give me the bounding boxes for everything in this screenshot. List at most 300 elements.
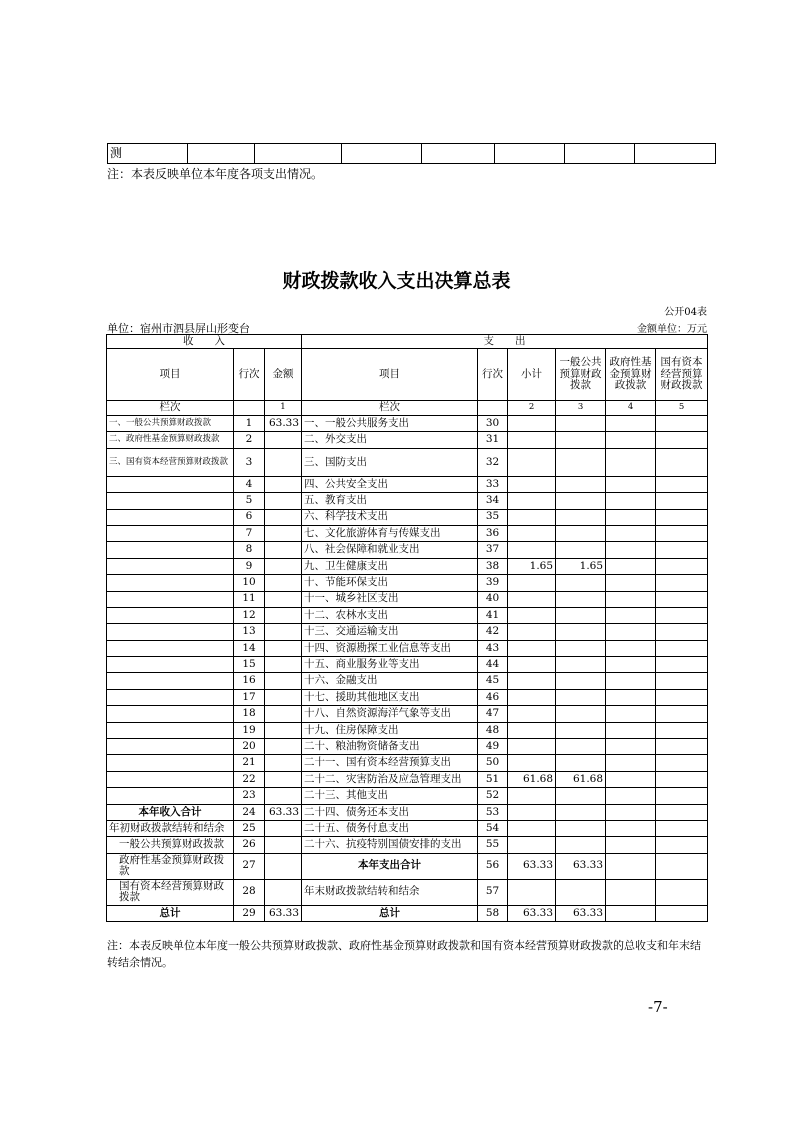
table-cell (565, 144, 635, 164)
expense-state-capital (656, 837, 708, 853)
expense-state-capital (656, 804, 708, 820)
table-row (107, 607, 708, 623)
expense-state-capital (656, 509, 708, 525)
table-row (107, 657, 708, 673)
income-amount (265, 689, 302, 705)
expense-gov-fund (606, 853, 656, 879)
column-header-subtotal: 小计 (508, 349, 556, 401)
expense-gov-fund (606, 771, 656, 787)
income-amount (265, 493, 302, 509)
expense-state-capital (656, 820, 708, 836)
expense-subtotal: 61.68 (508, 771, 556, 787)
income-item: 年初财政拨款结转和结余 (107, 820, 234, 836)
expense-subtotal (508, 575, 556, 591)
expense-row-no: 47 (478, 706, 508, 722)
expense-state-capital (656, 771, 708, 787)
income-row-no: 14 (234, 640, 265, 656)
expense-row-no: 31 (478, 432, 508, 448)
expense-state-capital (656, 525, 708, 541)
table-row (107, 542, 708, 558)
expense-gov-fund (606, 624, 656, 640)
expense-general-budget (556, 542, 606, 558)
income-row-no: 4 (234, 476, 265, 492)
expense-general-budget (556, 689, 606, 705)
table-row (107, 689, 708, 705)
table-row (107, 905, 708, 921)
expense-subtotal (508, 432, 556, 448)
expense-gov-fund (606, 673, 656, 689)
expense-subtotal: 63.33 (508, 853, 556, 879)
column-header-state-capital: 国有资本经营预算财政拨款 (656, 349, 708, 401)
column-header-row-no: 行次 (478, 349, 508, 401)
income-item (107, 476, 234, 492)
expense-row-no: 34 (478, 493, 508, 509)
expense-row-no: 41 (478, 607, 508, 623)
income-row-no: 25 (234, 820, 265, 836)
expense-state-capital (656, 448, 708, 476)
table-row (107, 739, 708, 755)
expense-general-budget (556, 673, 606, 689)
expense-subtotal (508, 722, 556, 738)
income-row-no: 27 (234, 853, 265, 879)
income-row-no: 24 (234, 804, 265, 820)
table-row (107, 575, 708, 591)
table-row (107, 820, 708, 836)
expense-subtotal (508, 525, 556, 541)
expense-subtotal (508, 591, 556, 607)
income-item: 总计 (107, 905, 234, 921)
income-row-no: 28 (234, 879, 265, 905)
expense-general-budget (556, 739, 606, 755)
column-label: 栏次 (302, 401, 478, 416)
income-row-no: 6 (234, 509, 265, 525)
expense-row-no: 40 (478, 591, 508, 607)
table-row (107, 558, 708, 574)
income-item: 一、一般公共预算财政拨款 (107, 416, 234, 432)
table-cell: 测 (108, 144, 188, 164)
expense-general-budget (556, 804, 606, 820)
column-number: 3 (556, 401, 606, 416)
expense-row-no: 44 (478, 657, 508, 673)
income-item (107, 788, 234, 804)
column-number: 5 (656, 401, 708, 416)
table-row (107, 722, 708, 738)
previous-table-fragment (107, 143, 716, 164)
income-amount (265, 722, 302, 738)
expense-row-no: 55 (478, 837, 508, 853)
income-amount (265, 525, 302, 541)
income-amount (265, 558, 302, 574)
income-amount (265, 476, 302, 492)
expense-row-no: 49 (478, 739, 508, 755)
footer-note: 注：本表反映单位本年度一般公共预算财政拨款、政府性基金预算财政拨款和国有资本经营预算财政拨款的总收支和年末结转结余情况。 (107, 939, 701, 969)
expense-row-no: 57 (478, 879, 508, 905)
expense-state-capital (656, 542, 708, 558)
previous-table-note: 注：本表反映单位本年度各项支出情况。 (107, 167, 324, 181)
expense-general-budget (556, 722, 606, 738)
income-item (107, 558, 234, 574)
expense-item: 十八、自然资源海洋气象等支出 (302, 706, 478, 722)
expense-item: 十五、商业服务业等支出 (302, 657, 478, 673)
income-amount (265, 755, 302, 771)
income-amount (265, 432, 302, 448)
expense-gov-fund (606, 416, 656, 432)
income-item (107, 657, 234, 673)
expense-general-budget (556, 525, 606, 541)
expense-subtotal (508, 448, 556, 476)
unit-label: 单位：宿州市泗县屏山形变台 (107, 322, 250, 335)
income-item (107, 755, 234, 771)
expense-row-no: 53 (478, 804, 508, 820)
expense-row-no: 38 (478, 558, 508, 574)
income-amount (265, 853, 302, 879)
expense-state-capital (656, 689, 708, 705)
expense-row-no: 52 (478, 788, 508, 804)
table-row (107, 509, 708, 525)
table-cell (422, 144, 495, 164)
expense-row-no: 56 (478, 853, 508, 879)
expense-subtotal: 63.33 (508, 905, 556, 921)
table-cell (188, 144, 255, 164)
expense-item: 二十、粮油物资储备支出 (302, 739, 478, 755)
expense-general-budget (556, 837, 606, 853)
income-row-no: 7 (234, 525, 265, 541)
expense-general-budget (556, 493, 606, 509)
expense-item: 总计 (302, 905, 478, 921)
expense-row-no: 39 (478, 575, 508, 591)
income-item (107, 509, 234, 525)
expense-subtotal (508, 624, 556, 640)
income-amount (265, 739, 302, 755)
expense-gov-fund (606, 837, 656, 853)
expense-general-budget (556, 657, 606, 673)
income-row-no: 23 (234, 788, 265, 804)
income-item (107, 689, 234, 705)
expense-subtotal (508, 755, 556, 771)
expense-state-capital (656, 640, 708, 656)
income-row-no: 22 (234, 771, 265, 787)
expense-general-budget (556, 509, 606, 525)
income-item: 本年收入合计 (107, 804, 234, 820)
column-number: 4 (606, 401, 656, 416)
budget-summary-table (106, 334, 708, 922)
expense-subtotal (508, 509, 556, 525)
income-amount (265, 788, 302, 804)
table-cell (495, 144, 565, 164)
expense-row-no: 43 (478, 640, 508, 656)
expense-state-capital (656, 432, 708, 448)
expense-state-capital (656, 905, 708, 921)
table-row (107, 448, 708, 476)
expense-item: 年末财政拨款结转和结余 (302, 879, 478, 905)
income-row-no: 29 (234, 905, 265, 921)
page-title: 财政拨款收入支出决算总表 (282, 270, 511, 292)
expense-general-budget (556, 591, 606, 607)
expense-state-capital (656, 755, 708, 771)
income-row-no: 26 (234, 837, 265, 853)
expense-row-no: 50 (478, 755, 508, 771)
expense-state-capital (656, 493, 708, 509)
income-amount: 63.33 (265, 416, 302, 432)
expense-general-budget (556, 640, 606, 656)
income-row-no: 18 (234, 706, 265, 722)
expense-item: 十三、交通运输支出 (302, 624, 478, 640)
table-row (107, 788, 708, 804)
income-row-no: 21 (234, 755, 265, 771)
expense-gov-fund (606, 804, 656, 820)
expense-item: 十二、农林水支出 (302, 607, 478, 623)
expense-gov-fund (606, 706, 656, 722)
expense-state-capital (656, 476, 708, 492)
table-row (107, 706, 708, 722)
income-amount (265, 509, 302, 525)
expense-item: 三、国防支出 (302, 448, 478, 476)
expense-subtotal (508, 739, 556, 755)
expense-item: 本年支出合计 (302, 853, 478, 879)
expense-subtotal (508, 788, 556, 804)
income-item (107, 607, 234, 623)
expense-item: 七、文化旅游体育与传媒支出 (302, 525, 478, 541)
income-item (107, 493, 234, 509)
table-row (107, 525, 708, 541)
expense-gov-fund (606, 755, 656, 771)
income-row-no: 13 (234, 624, 265, 640)
expense-item: 十九、住房保障支出 (302, 722, 478, 738)
income-item: 国有资本经营预算财政拨款 (107, 879, 234, 905)
income-item (107, 542, 234, 558)
expense-item: 二十五、债务付息支出 (302, 820, 478, 836)
expense-state-capital (656, 706, 708, 722)
expense-gov-fund (606, 657, 656, 673)
expense-gov-fund (606, 788, 656, 804)
expense-row-no: 51 (478, 771, 508, 787)
expense-item: 二十一、国有资本经营预算支出 (302, 755, 478, 771)
table-row (107, 804, 708, 820)
income-amount (265, 640, 302, 656)
column-header-item: 项目 (107, 349, 234, 401)
expense-gov-fund (606, 722, 656, 738)
income-row-no: 3 (234, 448, 265, 476)
expense-subtotal (508, 673, 556, 689)
column-number: 2 (508, 401, 556, 416)
expense-state-capital (656, 558, 708, 574)
income-row-no: 12 (234, 607, 265, 623)
column-number: 1 (265, 401, 302, 416)
expense-general-budget (556, 432, 606, 448)
table-cell (478, 401, 508, 416)
income-row-no: 10 (234, 575, 265, 591)
column-header-amount: 金额 (265, 349, 302, 401)
table-row (107, 591, 708, 607)
income-amount (265, 820, 302, 836)
income-item (107, 624, 234, 640)
expense-row-no: 30 (478, 416, 508, 432)
expense-item: 四、公共安全支出 (302, 476, 478, 492)
expense-general-budget (556, 607, 606, 623)
income-amount (265, 837, 302, 853)
expense-row-no: 45 (478, 673, 508, 689)
column-header-row-no: 行次 (234, 349, 265, 401)
table-row (107, 879, 708, 905)
table-cell (234, 401, 265, 416)
expense-header: 支 出 (302, 335, 708, 349)
expense-row-no: 35 (478, 509, 508, 525)
expense-subtotal (508, 804, 556, 820)
income-item (107, 739, 234, 755)
income-row-no: 5 (234, 493, 265, 509)
expense-gov-fund (606, 905, 656, 921)
expense-subtotal (508, 706, 556, 722)
table-row (107, 624, 708, 640)
income-amount (265, 575, 302, 591)
income-amount: 63.33 (265, 905, 302, 921)
amount-unit: 金额单位：万元 (637, 324, 707, 335)
expense-gov-fund (606, 448, 656, 476)
income-amount (265, 771, 302, 787)
expense-gov-fund (606, 432, 656, 448)
expense-state-capital (656, 575, 708, 591)
table-cell (635, 144, 716, 164)
expense-item: 十一、城乡社区支出 (302, 591, 478, 607)
income-row-no: 1 (234, 416, 265, 432)
income-row-no: 19 (234, 722, 265, 738)
expense-gov-fund (606, 879, 656, 905)
expense-item: 九、卫生健康支出 (302, 558, 478, 574)
column-header-item: 项目 (302, 349, 478, 401)
income-row-no: 17 (234, 689, 265, 705)
expense-state-capital (656, 673, 708, 689)
income-amount (265, 607, 302, 623)
table-row (107, 755, 708, 771)
expense-item: 十、节能环保支出 (302, 575, 478, 591)
table-cell (342, 144, 422, 164)
income-row-no: 15 (234, 657, 265, 673)
expense-row-no: 33 (478, 476, 508, 492)
expense-gov-fund (606, 493, 656, 509)
expense-subtotal (508, 640, 556, 656)
income-header: 收 入 (107, 335, 302, 349)
expense-row-no: 48 (478, 722, 508, 738)
expense-state-capital (656, 739, 708, 755)
expense-state-capital (656, 657, 708, 673)
income-amount (265, 448, 302, 476)
expense-state-capital (656, 591, 708, 607)
expense-item: 五、教育支出 (302, 493, 478, 509)
income-item (107, 640, 234, 656)
expense-gov-fund (606, 525, 656, 541)
expense-state-capital (656, 879, 708, 905)
expense-gov-fund (606, 689, 656, 705)
expense-gov-fund (606, 607, 656, 623)
income-amount (265, 591, 302, 607)
expense-general-budget: 63.33 (556, 905, 606, 921)
expense-state-capital (656, 624, 708, 640)
income-row-no: 20 (234, 739, 265, 755)
income-item (107, 525, 234, 541)
expense-subtotal (508, 476, 556, 492)
income-amount (265, 673, 302, 689)
expense-state-capital (656, 853, 708, 879)
expense-gov-fund (606, 591, 656, 607)
expense-row-no: 42 (478, 624, 508, 640)
expense-item: 二十二、灾害防治及应急管理支出 (302, 771, 478, 787)
income-row-no: 2 (234, 432, 265, 448)
income-amount (265, 624, 302, 640)
income-amount (265, 542, 302, 558)
column-label: 栏次 (107, 401, 234, 416)
page-number: -7- (648, 998, 668, 1016)
table-row (107, 853, 708, 879)
expense-gov-fund (606, 820, 656, 836)
expense-general-budget (556, 879, 606, 905)
income-row-no: 16 (234, 673, 265, 689)
expense-subtotal (508, 542, 556, 558)
income-item: 一般公共预算财政拨款 (107, 837, 234, 853)
table-row (107, 432, 708, 448)
expense-item: 二、外交支出 (302, 432, 478, 448)
expense-state-capital (656, 788, 708, 804)
expense-gov-fund (606, 476, 656, 492)
income-item: 政府性基金预算财政拨款 (107, 853, 234, 879)
expense-state-capital (656, 722, 708, 738)
expense-item: 六、科学技术支出 (302, 509, 478, 525)
expense-gov-fund (606, 542, 656, 558)
expense-gov-fund (606, 575, 656, 591)
expense-state-capital (656, 607, 708, 623)
expense-subtotal (508, 820, 556, 836)
expense-item: 十七、援助其他地区支出 (302, 689, 478, 705)
expense-gov-fund (606, 640, 656, 656)
expense-row-no: 58 (478, 905, 508, 921)
table-row (107, 771, 708, 787)
expense-item: 二十六、抗疫特别国债安排的支出 (302, 837, 478, 853)
expense-gov-fund (606, 558, 656, 574)
income-item (107, 722, 234, 738)
income-item (107, 575, 234, 591)
expense-gov-fund (606, 509, 656, 525)
form-code: 公开04表 (664, 307, 707, 318)
expense-row-no: 36 (478, 525, 508, 541)
expense-subtotal (508, 879, 556, 905)
expense-general-budget: 63.33 (556, 853, 606, 879)
expense-item: 二十三、其他支出 (302, 788, 478, 804)
income-amount (265, 657, 302, 673)
expense-general-budget: 1.65 (556, 558, 606, 574)
expense-general-budget (556, 788, 606, 804)
expense-subtotal: 1.65 (508, 558, 556, 574)
income-item (107, 706, 234, 722)
table-row (107, 673, 708, 689)
table-row (107, 476, 708, 492)
expense-general-budget (556, 820, 606, 836)
expense-state-capital (656, 416, 708, 432)
table-row (107, 837, 708, 853)
expense-subtotal (508, 607, 556, 623)
expense-general-budget (556, 416, 606, 432)
table-row (107, 416, 708, 432)
expense-item: 十六、金融支出 (302, 673, 478, 689)
income-item: 三、国有资本经营预算财政拨款 (107, 448, 234, 476)
income-amount: 63.33 (265, 804, 302, 820)
expense-general-budget (556, 575, 606, 591)
expense-item: 二十四、债务还本支出 (302, 804, 478, 820)
expense-general-budget (556, 624, 606, 640)
expense-gov-fund (606, 739, 656, 755)
income-amount (265, 879, 302, 905)
expense-row-no: 54 (478, 820, 508, 836)
expense-subtotal (508, 493, 556, 509)
expense-general-budget (556, 706, 606, 722)
